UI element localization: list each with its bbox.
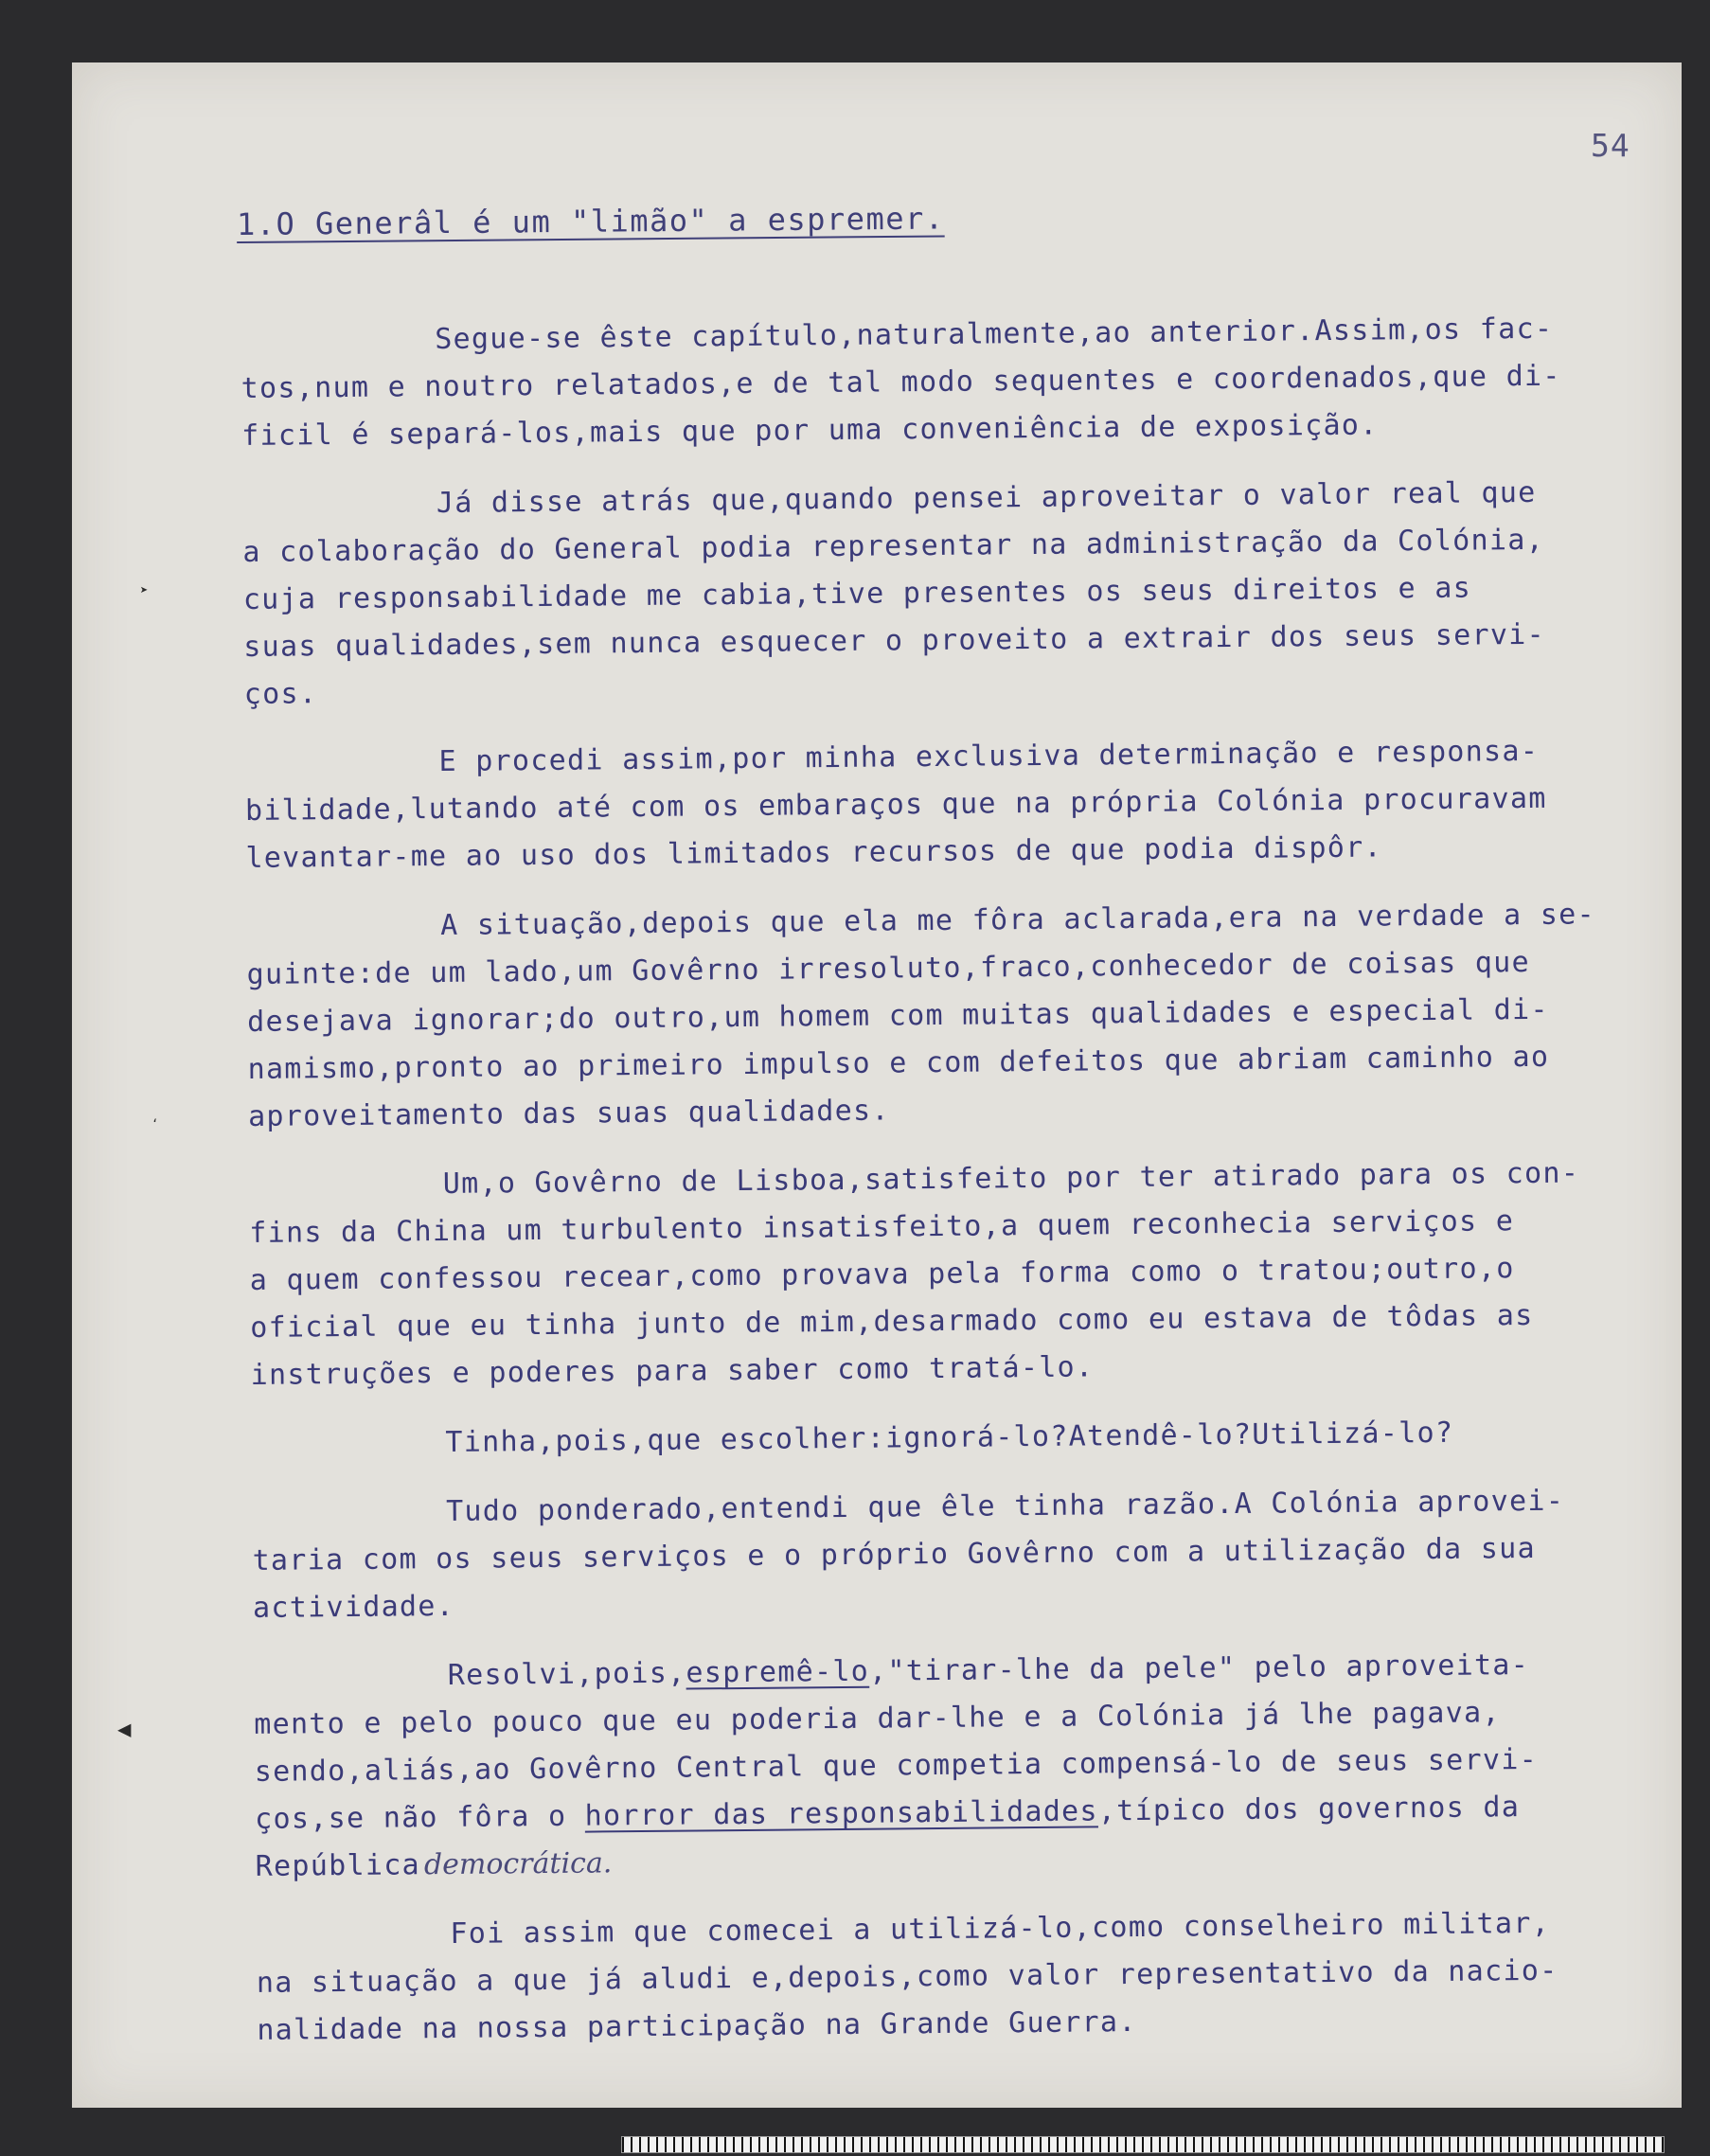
handwritten-annotation: democrática. <box>423 1846 613 1882</box>
text-run: Resolvi,pois, <box>447 1656 686 1692</box>
paragraph <box>251 1408 1671 1469</box>
paragraph <box>252 1477 1673 1632</box>
text-line: Segue-se êste capítulo,naturalmente,ao anterior.Assim,os fac- <box>435 312 1554 357</box>
paragraph <box>244 727 1665 882</box>
text-line: guinte:de um lado,um Govêrno irresoluto,fraco,conhecedor de coisas que <box>246 945 1531 991</box>
paragraph <box>242 469 1665 719</box>
margin-mark: ➤ <box>140 583 149 598</box>
chapter-heading: 1.O Generâl é um "limão" a espremer. <box>236 200 945 242</box>
paragraph <box>256 1899 1677 2055</box>
text-line: namismo,pronto ao primeiro impulso e com defeitos que abriam caminho ao <box>247 1040 1550 1086</box>
text-line: fins da China um turbulento insatisfeito,a quem reconhecia serviços e <box>249 1204 1515 1250</box>
margin-mark: ◀ <box>117 1716 132 1742</box>
text-line: desejava ignorar;do outro,um homem com muitas qualidades e especial di- <box>246 992 1549 1039</box>
text-line: instruções e poderes para saber como tratá-lo. <box>250 1350 1095 1392</box>
text-line: Já disse atrás que,quando pensei aproveitar o valor real que <box>436 475 1537 521</box>
text-line: Foi assim que comecei a utilizá-lo,como conselheiro militar, <box>450 1906 1551 1951</box>
text-line: bilidade,lutando até com os embaraços que na própria Colónia procuravam <box>244 781 1547 828</box>
text-line: actividade. <box>252 1589 455 1625</box>
text-line: ficil é separá-los,mais que por uma conveniência de exposição. <box>241 408 1379 453</box>
text-line: cuja responsabilidade me cabia,tive presentes os seus direitos e as <box>242 571 1472 616</box>
body-text <box>240 305 1678 2076</box>
text-line: a quem confessou recear,como provava pela forma como o tratou;outro,o <box>249 1252 1515 1297</box>
paragraph <box>249 1149 1671 1399</box>
text-run: ,"tirar-lhe da pele" pelo aproveita- <box>868 1648 1530 1688</box>
text-line: Tudo ponderado,entendi que êle tinha razão.A Colónia aprovei- <box>445 1484 1565 1528</box>
underlined-text: espremê-lo <box>686 1654 870 1690</box>
text-run: ços,se não fôra o <box>255 1799 585 1836</box>
text-line: a colaboração do General podia representar na administração da Colónia, <box>242 523 1545 569</box>
text-line: E procedi assim,por minha exclusiva determinação e responsa- <box>438 734 1540 779</box>
paragraph <box>254 1641 1676 1891</box>
text-line: suas qualidades,sem nunca esquecer o proveito a extrair dos seus servi- <box>243 617 1546 664</box>
page-number: 54 <box>1591 127 1630 164</box>
text-line: levantar-me ao uso dos limitados recursos de que podia dispôr. <box>245 830 1383 875</box>
margin-mark: ʻ <box>151 1117 159 1131</box>
text-line: sendo,aliás,ao Govêrno Central que competia compensá-lo de seus servi- <box>254 1742 1539 1789</box>
text-line: nalidade na nossa participação na Grande Guerra. <box>257 2005 1137 2047</box>
text-line: taria com os seus serviços e o próprio Govêrno com a utilização da sua <box>252 1531 1537 1577</box>
underlined-text: horror das responsabilidades <box>584 1794 1098 1833</box>
paragraph <box>246 891 1668 1141</box>
text-line: na situação a que já aludi e,depois,como valor representativo da nacio- <box>256 1953 1559 2000</box>
text-run: ,típico dos governos da <box>1097 1791 1521 1828</box>
text-run: República <box>255 1848 421 1883</box>
text-line: oficial que eu tinha junto de mim,desarmado como eu estava de tôdas as <box>250 1298 1534 1345</box>
text-line: mento e pelo pouco que eu poderia dar-lhe e a Colónia já lhe pagava, <box>254 1696 1501 1741</box>
text-line: Tinha,pois,que escolher:ignorá-lo?Atendê-lo?Utilizá-lo? <box>445 1416 1454 1459</box>
text-line: A situação,depois que ela me fôra aclarada,era na verdade a se- <box>439 898 1596 943</box>
text-line: Um,o Govêrno de Lisboa,satisfeito por ter atirado para os con- <box>442 1156 1580 1201</box>
scan-scale-bar <box>621 2136 1665 2153</box>
text-line: tos,num e noutro relatados,e de tal modo sequentes e coordenados,que di- <box>240 359 1561 405</box>
text-line: ços. <box>243 677 318 711</box>
paragraph <box>240 305 1662 460</box>
text-line: aproveitamento das suas qualidades. <box>247 1094 890 1133</box>
